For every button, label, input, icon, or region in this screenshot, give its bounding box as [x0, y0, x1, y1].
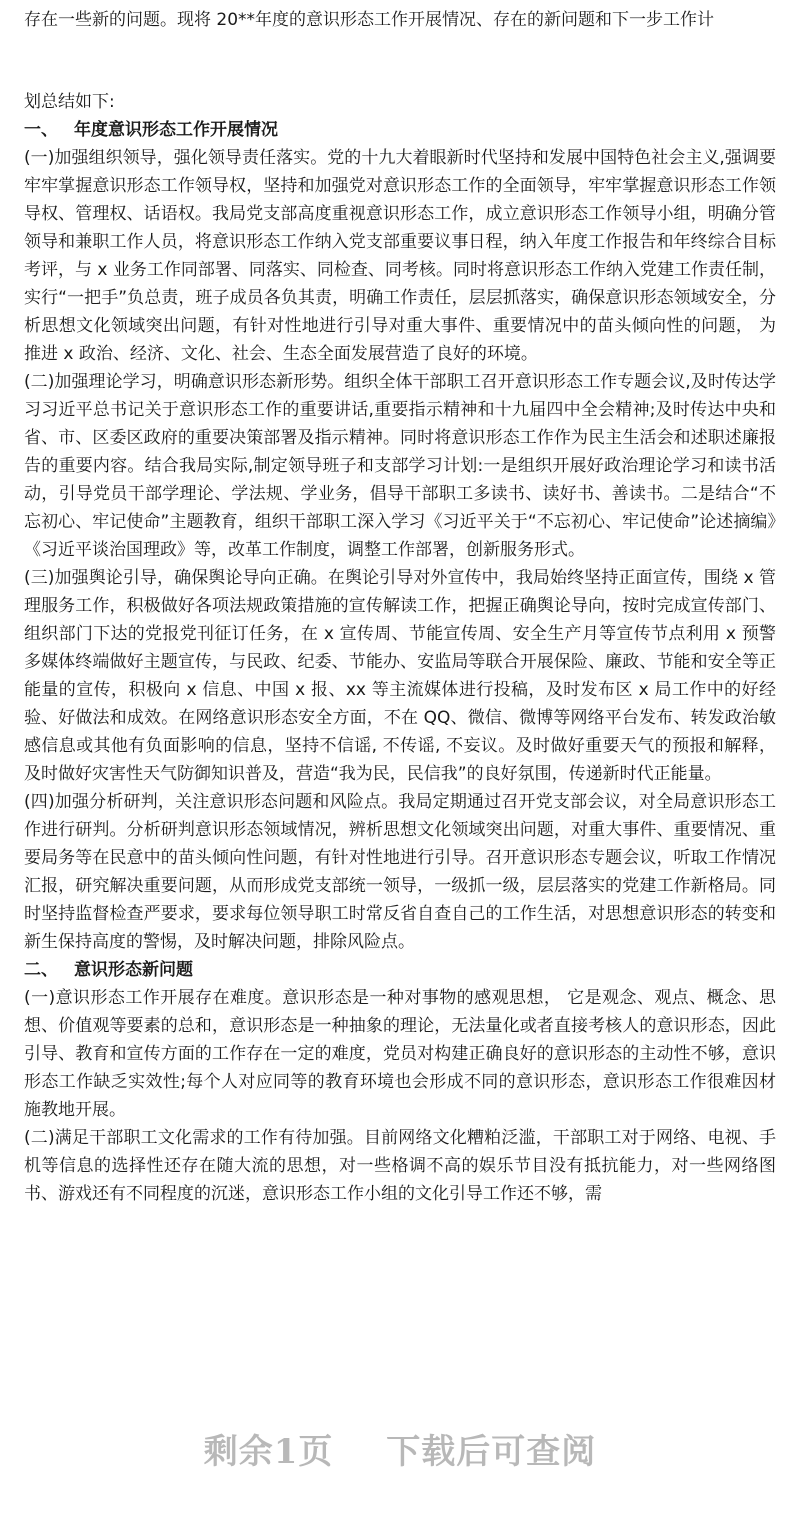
paragraph: (一)意识形态工作开展存在难度。意识形态是一种对事物的感观思想， 它是观念、观点、概念、思想、价值观等要素的总和，意识形态是一种抽象的理论，无法量化或者直接考核人的意识形态，因此引导、教育和宣传方面的工作存在一定的难度，党员对构建正确良好的意识形态的主动性不够，意识形态工作缺乏实效性;每个人对应同等的教育环境也会形成不同的意识形态，意识形态工作很难因材施教地开展。 [24, 988, 776, 1120]
section-heading-1 [24, 116, 776, 144]
document-body [24, 88, 776, 1208]
paragraph: (四)加强分析研判，关注意识形态问题和风险点。我局定期通过召开党支部会议，对全局意识形态工作进行研判。分析研判意识形态领域情况，辨析思想文化领域突出问题，对重大事件、重要情况、重要局务等在民意中的苗头倾向性问题，有针对性地进行引导。召开意识形态专题会议，听取工作情况汇报，研究解决重要问题，从而形成党支部统一领导，一级抓一级，层层落实的党建工作新格局。同时坚持监督检查严要求，要求每位领导职工时常反省自查自己的工作生活，对思想意识形态的转变和新生保持高度的警惕，及时解决问题，排除风险点。 [24, 792, 776, 952]
paragraph: (二)满足干部职工文化需求的工作有待加强。目前网络文化糟粕泛滥，干部职工对于网络、电视、手机等信息的选择性还存在随大流的思想，对一些格调不高的娱乐节目没有抵抗能力，对一些网络图书、游戏还有不同程度的沉迷，意识形态工作小组的文化引导工作还不够，需 [24, 1128, 776, 1204]
paragraph: (一)加强组织领导，强化领导责任落实。党的十九大着眼新时代坚持和发展中国特色社会主义,强调要牢牢掌握意识形态工作领导权，坚持和加强党对意识形态工作的全面领导，牢牢掌握意识形态工作领导权、管理权、话语权。我局党支部高度重视意识形态工作，成立意识形态工作领导小组，明确分管领导和兼职工作人员，将意识形态工作纳入党支部重要议事日程，纳入年度工作报告和年终综合目标考评，与 x 业务工作同部署、同落实、同检查、同考核。同时将意识形态工作纳入党建工作责任制，实行“一把手”负总责，班子成员各负其责，明确工作责任，层层抓落实，确保意识形态领域安全，分析思想文化领域突出问题，有针对性地进行引导对重大事件、重要情况中的苗头倾向性的问题， 为推进 x 政治、经济、文化、社会、生态全面发展营造了良好的环境。 [24, 148, 776, 364]
remaining-pages-label: 剩余1页 [203, 1432, 334, 1472]
paragraph: (二)加强理论学习，明确意识形态新形势。组织全体干部职工召开意识形态工作专题会议,及时传达学习习近平总书记关于意识形态工作的重要讲话,重要指示精神和十九届四中全会精神;及时传达中央和省、市、区委区政府的重要决策部署及指示精神。同时将意识形态工作作为民主生活会和述职述廉报告的重要内容。结合我局实际,制定领导班子和支部学习计划:一是组织开展好政治理论学习和读书活动，引导党员干部学理论、学法规、学业务，倡导干部职工多读书、读好书、善读书。二是结合“不忘初心、牢记使命”主题教育，组织干部职工深入学习《习近平关于“不忘初心、牢记使命”论述摘编》《习近平谈治国理政》等，改革工作制度，调整工作部署，创新服务形式。 [24, 372, 776, 560]
cut-off-top-text [24, 0, 784, 34]
section-number: 一、 [24, 120, 58, 140]
intro-tail: 划总结如下: [24, 92, 115, 112]
paragraph: (三)加强舆论引导，确保舆论导向正确。在舆论引导对外宣传中，我局始终坚持正面宣传，围绕 x 管理服务工作，积极做好各项法规政策措施的宣传解读工作，把握正确舆论导向，按时完成宣传部门、组织部门下达的党报党刊征订任务，在 x 宣传周、节能宣传周、安全生产月等宣传节点利用 x 预警多媒体终端做好主题宣传，与民政、纪委、节能办、安监局等联合开展保险、廉政、节能和安全等正能量的宣传，积极向 x 信息、中国 x 报、xx 等主流媒体进行投稿，及时发布区 x 局工作中的好经验、好做法和成效。在网络意识形态安全方面，不在 QQ、微信、微博等网络平台发布、转发政治敏感信息或其他有负面影响的信息，坚持不信谣, 不传谣, 不妄议。及时做好重要天气的预报和解释，及时做好灾害性天气防御知识普及，营造“我为民，民信我”的良好氛围，传递新时代正能量。 [24, 568, 777, 784]
section-title: 意识形态新问题 [74, 960, 193, 980]
text-line: 存在一些新的问题。现将 20**年度的意识形态工作开展情况、存在的新问题和下一步工作计 [24, 10, 715, 30]
section-number: 二、 [24, 960, 58, 980]
section-heading-2 [24, 956, 776, 984]
download-to-view-label[interactable]: 下载后可查阅 [386, 1432, 597, 1472]
download-prompt[interactable] [0, 1424, 800, 1473]
section-title: 年度意识形态工作开展情况 [74, 120, 278, 140]
